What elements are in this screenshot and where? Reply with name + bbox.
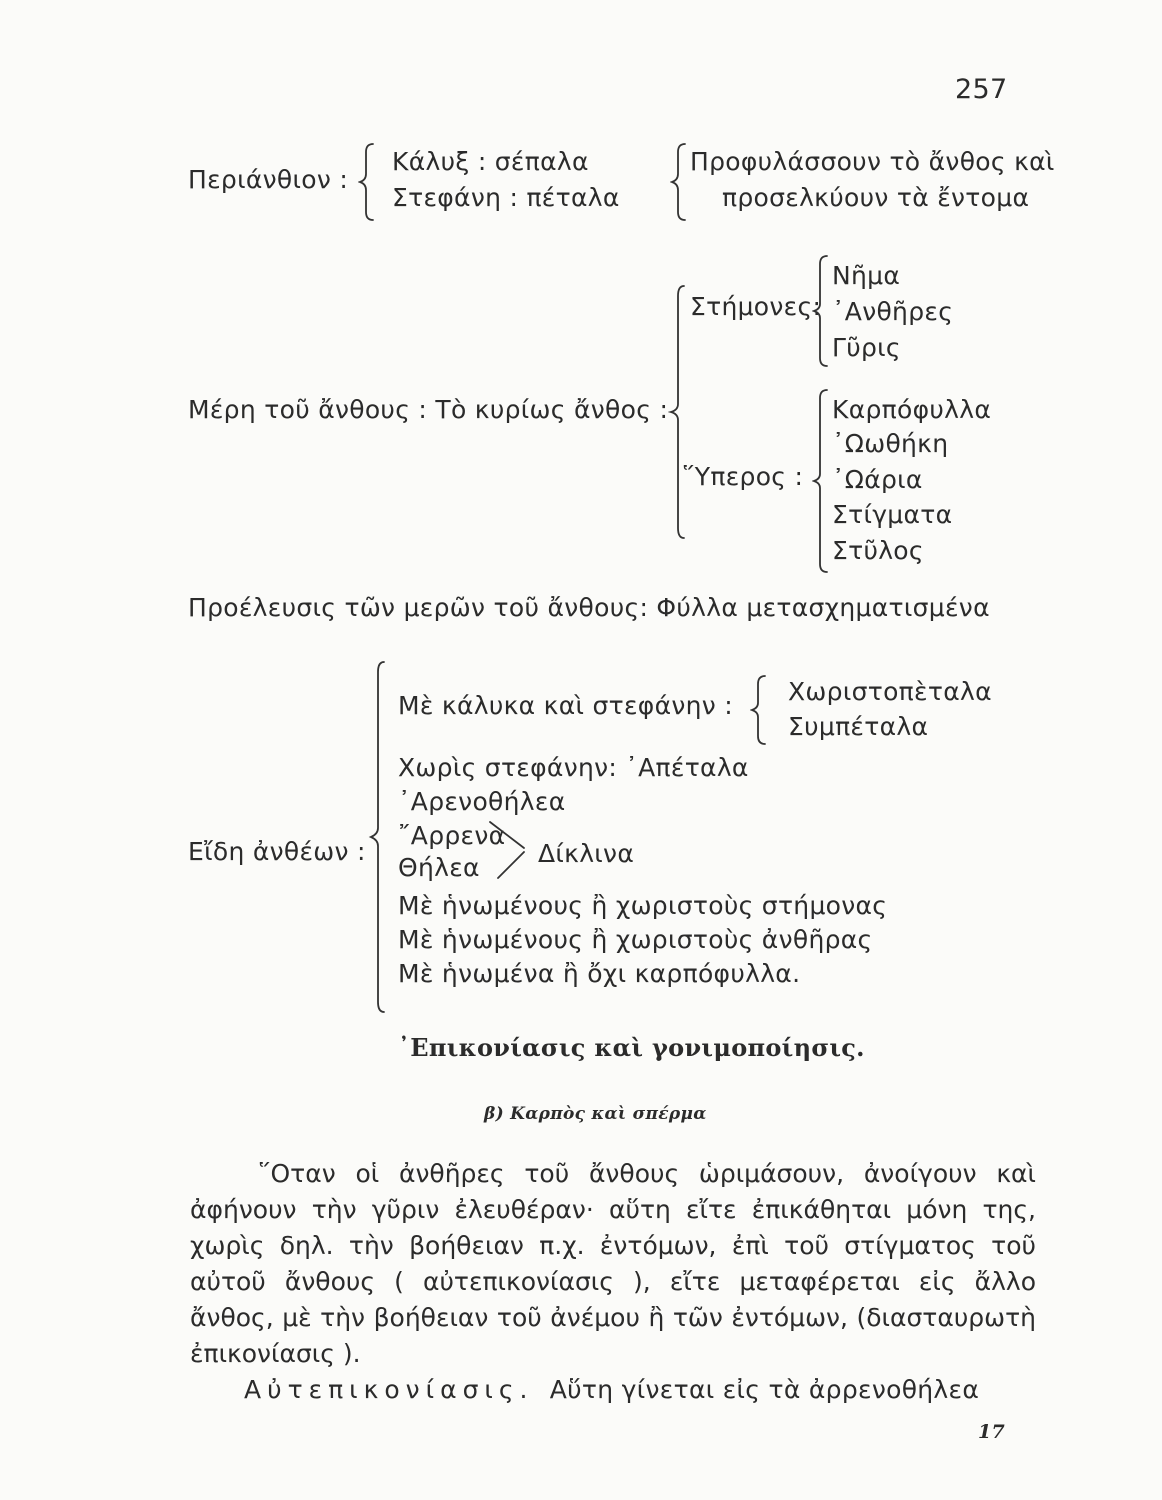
- kinds-row: Μὲ ἡνωμένους ἢ χωριστοὺς στήμονας: [398, 891, 888, 920]
- stamens-item: Νῆμα: [832, 261, 901, 290]
- parts-label: Μέρη τοῦ ἄνθους : Τὸ κυρίως ἄνθος :: [188, 395, 669, 424]
- stamens-item: ᾿Ανθῆρες: [832, 297, 954, 326]
- pistil-label: ῞Υπερος :: [682, 462, 804, 491]
- diclinous-connector: [488, 818, 538, 882]
- brace-pistil: [812, 388, 832, 574]
- kinds-with-calyx: Μὲ κάλυκα καὶ στεφάνην :: [398, 691, 734, 720]
- stamens-label: Στήμονες:: [690, 292, 822, 321]
- paragraph-self-pollination-text: Αὕτη γίνεται εἰς τὰ ἀρρενοθήλεα: [549, 1375, 980, 1404]
- brace-with-calyx: [750, 674, 770, 746]
- signature-mark: 17: [978, 1421, 1006, 1443]
- kinds-female: Θήλεα: [398, 853, 480, 882]
- brace-parts: [668, 284, 690, 540]
- brace-perianth: [358, 142, 378, 222]
- perianth-label: Περιάνθιον :: [188, 165, 349, 194]
- paragraph-self-pollination: [244, 1374, 979, 1406]
- pistil-item: ᾿Ωάρια: [832, 465, 923, 494]
- brace-stamens: [812, 254, 832, 368]
- pistil-item: Καρπόφυλλα: [832, 395, 992, 424]
- section-heading-pollination: ᾿Επικονίασις καὶ γονιμοποίησις.: [398, 1033, 865, 1062]
- body-text: [190, 1156, 1036, 1372]
- kinds-diclinous: Δίκλινα: [538, 839, 635, 868]
- kinds-hermaphrodite: ᾿Αρενοθήλεα: [398, 787, 566, 816]
- kinds-without-corolla: Χωρὶς στεφάνην: ᾿Απέταλα: [398, 753, 749, 782]
- paragraph-pollination: ῞Οταν οἱ ἀνθῆρες τοῦ ἄνθους ὡριμάσουν, ἀνοίγουν καὶ ἀφήνουν τὴν γῦριν ἐλευθέραν· αὕτη εἴτε ἐπικάθηται μόνη της, χωρὶς δηλ. τὴν βοήθειαν π.χ. ἐντόμων, ἐπὶ τοῦ στίγματος τοῦ αὐτοῦ ἄνθους ( αὐτεπικονίασις ), εἴτε μεταφέρεται εἰς ἄλλο ἄνθος, μὲ τὴν βοήθειαν τοῦ ἀνέμου ἢ τῶν ἐντόμων, (διασταυρωτὴ ἐπικονίασις ).: [190, 1159, 1036, 1368]
- term-self-pollination: Αὐτεπικονίασις.: [244, 1375, 534, 1404]
- page-number: 257: [955, 74, 1008, 105]
- stamens-item: Γῦρις: [832, 333, 901, 362]
- brace-kinds: [368, 660, 390, 1014]
- kinds-row: Μὲ ἡνωμένους ἢ χωριστοὺς ἀνθῆρας: [398, 925, 873, 954]
- brace-perianth-function: [670, 142, 690, 222]
- kinds-row: Μὲ ἡνωμένα ἢ ὄχι καρπόφυλλα.: [398, 959, 801, 988]
- section-heading-fruit-seed: β) Καρπὸς καὶ σπέρμα: [484, 1104, 707, 1124]
- origin-line: Προέλευσις τῶν μερῶν τοῦ ἄνθους: Φύλλα μετασχηματισμένα: [188, 593, 990, 622]
- kinds-with-calyx-sub: Χωριστοπὲταλα: [788, 677, 992, 706]
- perianth-function-line1: Προφυλάσσουν τὸ ἄνθος καὶ: [690, 147, 1055, 176]
- perianth-item-calyx: Κάλυξ : σέπαλα: [392, 147, 589, 176]
- kinds-with-calyx-sub: Συμπέταλα: [788, 712, 929, 741]
- perianth-item-corolla: Στεφάνη : πέταλα: [392, 183, 620, 212]
- pistil-item: Στίγματα: [832, 500, 953, 529]
- kinds-male: ῎Αρρενα: [398, 821, 506, 850]
- kinds-label: Εἴδη ἀνθέων :: [188, 837, 366, 866]
- pistil-item: Στῦλος: [832, 536, 924, 565]
- perianth-function-line2: προσελκύουν τὰ ἔντομα: [722, 183, 1030, 212]
- pistil-item: ᾿Ωωθήκη: [832, 429, 949, 458]
